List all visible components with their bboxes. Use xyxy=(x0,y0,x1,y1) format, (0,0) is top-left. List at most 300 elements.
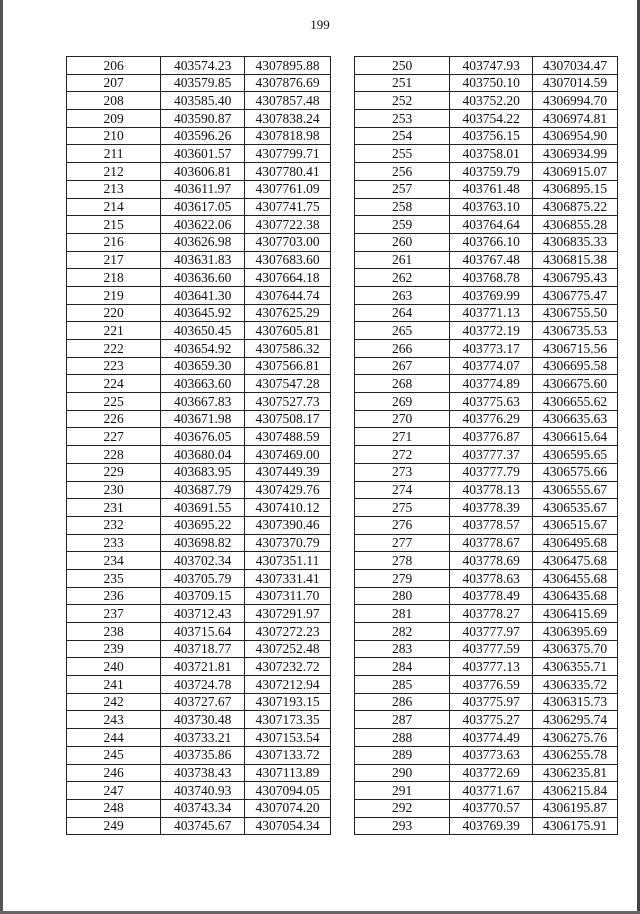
table-row xyxy=(355,534,618,552)
x-coordinate-cell: 403778.27 xyxy=(450,605,533,623)
table-row xyxy=(67,569,331,587)
point-number-cell: 224 xyxy=(67,375,161,393)
x-coordinate-cell: 403766.10 xyxy=(450,233,533,251)
table-row xyxy=(67,799,331,817)
point-number-cell: 262 xyxy=(355,269,450,287)
table-row xyxy=(67,163,331,181)
x-coordinate-cell: 403695.22 xyxy=(161,516,245,534)
table-row xyxy=(355,693,618,711)
y-coordinate-cell: 4307153.54 xyxy=(245,729,331,747)
y-coordinate-cell: 4307722.38 xyxy=(245,216,331,234)
point-number-cell: 207 xyxy=(67,74,161,92)
point-number-cell: 274 xyxy=(355,481,450,499)
y-coordinate-cell: 4307054.34 xyxy=(245,817,331,835)
page-edge-left xyxy=(0,0,3,914)
point-number-cell: 259 xyxy=(355,216,450,234)
point-number-cell: 206 xyxy=(67,57,161,75)
table-row xyxy=(355,163,618,181)
coordinates-table-right xyxy=(354,56,618,835)
y-coordinate-cell: 4306655.62 xyxy=(533,393,618,411)
y-coordinate-cell: 4306215.84 xyxy=(533,782,618,800)
y-coordinate-cell: 4306735.53 xyxy=(533,322,618,340)
table-row xyxy=(355,233,618,251)
coordinates-table-body xyxy=(355,57,618,835)
x-coordinate-cell: 403769.99 xyxy=(450,286,533,304)
table-row xyxy=(67,782,331,800)
x-coordinate-cell: 403730.48 xyxy=(161,711,245,729)
point-number-cell: 252 xyxy=(355,92,450,110)
table-row xyxy=(355,180,618,198)
point-number-cell: 240 xyxy=(67,658,161,676)
coordinates-table-left xyxy=(66,56,331,835)
point-number-cell: 254 xyxy=(355,127,450,145)
x-coordinate-cell: 403771.13 xyxy=(450,304,533,322)
x-coordinate-cell: 403733.21 xyxy=(161,729,245,747)
point-number-cell: 284 xyxy=(355,658,450,676)
table-row xyxy=(67,711,331,729)
point-number-cell: 280 xyxy=(355,587,450,605)
y-coordinate-cell: 4307625.29 xyxy=(245,304,331,322)
x-coordinate-cell: 403778.67 xyxy=(450,534,533,552)
x-coordinate-cell: 403606.81 xyxy=(161,163,245,181)
point-number-cell: 237 xyxy=(67,605,161,623)
y-coordinate-cell: 4307331.41 xyxy=(245,569,331,587)
x-coordinate-cell: 403754.22 xyxy=(450,110,533,128)
point-number-cell: 287 xyxy=(355,711,450,729)
x-coordinate-cell: 403738.43 xyxy=(161,764,245,782)
point-number-cell: 253 xyxy=(355,110,450,128)
x-coordinate-cell: 403778.49 xyxy=(450,587,533,605)
table-row xyxy=(355,623,618,641)
x-coordinate-cell: 403773.17 xyxy=(450,340,533,358)
point-number-cell: 226 xyxy=(67,410,161,428)
x-coordinate-cell: 403776.87 xyxy=(450,428,533,446)
table-row xyxy=(355,481,618,499)
table-row xyxy=(355,729,618,747)
y-coordinate-cell: 4306295.74 xyxy=(533,711,618,729)
table-row xyxy=(355,516,618,534)
x-coordinate-cell: 403641.30 xyxy=(161,286,245,304)
x-coordinate-cell: 403776.29 xyxy=(450,410,533,428)
y-coordinate-cell: 4307212.94 xyxy=(245,676,331,694)
point-number-cell: 218 xyxy=(67,269,161,287)
point-number-cell: 265 xyxy=(355,322,450,340)
point-number-cell: 277 xyxy=(355,534,450,552)
x-coordinate-cell: 403663.60 xyxy=(161,375,245,393)
table-row xyxy=(67,534,331,552)
y-coordinate-cell: 4307351.11 xyxy=(245,552,331,570)
x-coordinate-cell: 403715.64 xyxy=(161,623,245,641)
y-coordinate-cell: 4306755.50 xyxy=(533,304,618,322)
point-number-cell: 289 xyxy=(355,746,450,764)
table-row xyxy=(67,676,331,694)
table-row xyxy=(67,180,331,198)
table-row xyxy=(67,446,331,464)
x-coordinate-cell: 403773.63 xyxy=(450,746,533,764)
y-coordinate-cell: 4307818.98 xyxy=(245,127,331,145)
x-coordinate-cell: 403745.67 xyxy=(161,817,245,835)
table-row xyxy=(355,587,618,605)
y-coordinate-cell: 4307547.28 xyxy=(245,375,331,393)
x-coordinate-cell: 403772.69 xyxy=(450,764,533,782)
point-number-cell: 278 xyxy=(355,552,450,570)
y-coordinate-cell: 4306954.90 xyxy=(533,127,618,145)
point-number-cell: 291 xyxy=(355,782,450,800)
point-number-cell: 255 xyxy=(355,145,450,163)
point-number-cell: 270 xyxy=(355,410,450,428)
table-row xyxy=(355,127,618,145)
point-number-cell: 248 xyxy=(67,799,161,817)
x-coordinate-cell: 403758.01 xyxy=(450,145,533,163)
table-row xyxy=(67,57,331,75)
table-row xyxy=(355,57,618,75)
table-row xyxy=(355,357,618,375)
y-coordinate-cell: 4306515.67 xyxy=(533,516,618,534)
x-coordinate-cell: 403761.48 xyxy=(450,180,533,198)
x-coordinate-cell: 403771.67 xyxy=(450,782,533,800)
point-number-cell: 235 xyxy=(67,569,161,587)
y-coordinate-cell: 4307449.39 xyxy=(245,463,331,481)
table-row xyxy=(67,110,331,128)
table-row xyxy=(67,552,331,570)
x-coordinate-cell: 403676.05 xyxy=(161,428,245,446)
table-row xyxy=(355,74,618,92)
point-number-cell: 247 xyxy=(67,782,161,800)
point-number-cell: 271 xyxy=(355,428,450,446)
x-coordinate-cell: 403770.57 xyxy=(450,799,533,817)
table-row xyxy=(355,640,618,658)
point-number-cell: 263 xyxy=(355,286,450,304)
x-coordinate-cell: 403698.82 xyxy=(161,534,245,552)
y-coordinate-cell: 4306495.68 xyxy=(533,534,618,552)
point-number-cell: 219 xyxy=(67,286,161,304)
point-number-cell: 244 xyxy=(67,729,161,747)
y-coordinate-cell: 4307429.76 xyxy=(245,481,331,499)
table-row xyxy=(67,145,331,163)
y-coordinate-cell: 4306575.66 xyxy=(533,463,618,481)
y-coordinate-cell: 4307780.41 xyxy=(245,163,331,181)
table-row xyxy=(67,623,331,641)
point-number-cell: 232 xyxy=(67,516,161,534)
y-coordinate-cell: 4307094.05 xyxy=(245,782,331,800)
y-coordinate-cell: 4306974.81 xyxy=(533,110,618,128)
table-row xyxy=(355,711,618,729)
x-coordinate-cell: 403777.79 xyxy=(450,463,533,481)
y-coordinate-cell: 4306795.43 xyxy=(533,269,618,287)
point-number-cell: 273 xyxy=(355,463,450,481)
y-coordinate-cell: 4307605.81 xyxy=(245,322,331,340)
y-coordinate-cell: 4306355.71 xyxy=(533,658,618,676)
x-coordinate-cell: 403778.69 xyxy=(450,552,533,570)
y-coordinate-cell: 4307193.15 xyxy=(245,693,331,711)
y-coordinate-cell: 4307133.72 xyxy=(245,746,331,764)
point-number-cell: 210 xyxy=(67,127,161,145)
y-coordinate-cell: 4307664.18 xyxy=(245,269,331,287)
x-coordinate-cell: 403740.93 xyxy=(161,782,245,800)
table-row xyxy=(67,729,331,747)
y-coordinate-cell: 4306815.38 xyxy=(533,251,618,269)
table-row xyxy=(67,304,331,322)
table-row xyxy=(67,92,331,110)
point-number-cell: 215 xyxy=(67,216,161,234)
x-coordinate-cell: 403777.13 xyxy=(450,658,533,676)
y-coordinate-cell: 4307683.60 xyxy=(245,251,331,269)
x-coordinate-cell: 403622.06 xyxy=(161,216,245,234)
point-number-cell: 282 xyxy=(355,623,450,641)
x-coordinate-cell: 403778.57 xyxy=(450,516,533,534)
point-number-cell: 231 xyxy=(67,499,161,517)
point-number-cell: 234 xyxy=(67,552,161,570)
y-coordinate-cell: 4306415.69 xyxy=(533,605,618,623)
point-number-cell: 217 xyxy=(67,251,161,269)
y-coordinate-cell: 4306695.58 xyxy=(533,357,618,375)
table-row xyxy=(67,499,331,517)
table-row xyxy=(355,552,618,570)
table-row xyxy=(67,693,331,711)
y-coordinate-cell: 4307799.71 xyxy=(245,145,331,163)
y-coordinate-cell: 4307252.48 xyxy=(245,640,331,658)
x-coordinate-cell: 403774.49 xyxy=(450,729,533,747)
table-row xyxy=(67,516,331,534)
y-coordinate-cell: 4307232.72 xyxy=(245,658,331,676)
point-number-cell: 225 xyxy=(67,393,161,411)
point-number-cell: 276 xyxy=(355,516,450,534)
x-coordinate-cell: 403763.10 xyxy=(450,198,533,216)
point-number-cell: 238 xyxy=(67,623,161,641)
x-coordinate-cell: 403776.59 xyxy=(450,676,533,694)
y-coordinate-cell: 4306455.68 xyxy=(533,569,618,587)
point-number-cell: 211 xyxy=(67,145,161,163)
y-coordinate-cell: 4307410.12 xyxy=(245,499,331,517)
point-number-cell: 250 xyxy=(355,57,450,75)
y-coordinate-cell: 4306635.63 xyxy=(533,410,618,428)
x-coordinate-cell: 403659.30 xyxy=(161,357,245,375)
y-coordinate-cell: 4306715.56 xyxy=(533,340,618,358)
point-number-cell: 286 xyxy=(355,693,450,711)
y-coordinate-cell: 4307291.97 xyxy=(245,605,331,623)
x-coordinate-cell: 403767.48 xyxy=(450,251,533,269)
x-coordinate-cell: 403683.95 xyxy=(161,463,245,481)
x-coordinate-cell: 403590.87 xyxy=(161,110,245,128)
y-coordinate-cell: 4306535.67 xyxy=(533,499,618,517)
point-number-cell: 245 xyxy=(67,746,161,764)
point-number-cell: 293 xyxy=(355,817,450,835)
y-coordinate-cell: 4306195.87 xyxy=(533,799,618,817)
x-coordinate-cell: 403650.45 xyxy=(161,322,245,340)
table-row xyxy=(67,817,331,835)
x-coordinate-cell: 403721.81 xyxy=(161,658,245,676)
x-coordinate-cell: 403617.05 xyxy=(161,198,245,216)
point-number-cell: 209 xyxy=(67,110,161,128)
point-number-cell: 283 xyxy=(355,640,450,658)
y-coordinate-cell: 4306775.47 xyxy=(533,286,618,304)
table-row xyxy=(67,375,331,393)
table-row xyxy=(355,393,618,411)
y-coordinate-cell: 4307074.20 xyxy=(245,799,331,817)
point-number-cell: 220 xyxy=(67,304,161,322)
y-coordinate-cell: 4307488.59 xyxy=(245,428,331,446)
y-coordinate-cell: 4306235.81 xyxy=(533,764,618,782)
y-coordinate-cell: 4307566.81 xyxy=(245,357,331,375)
point-number-cell: 260 xyxy=(355,233,450,251)
x-coordinate-cell: 403747.93 xyxy=(450,57,533,75)
y-coordinate-cell: 4307741.75 xyxy=(245,198,331,216)
y-coordinate-cell: 4306275.76 xyxy=(533,729,618,747)
x-coordinate-cell: 403769.39 xyxy=(450,817,533,835)
y-coordinate-cell: 4306435.68 xyxy=(533,587,618,605)
table-row xyxy=(355,569,618,587)
point-number-cell: 292 xyxy=(355,799,450,817)
table-row xyxy=(355,463,618,481)
x-coordinate-cell: 403687.79 xyxy=(161,481,245,499)
table-row xyxy=(355,198,618,216)
table-row xyxy=(67,286,331,304)
y-coordinate-cell: 4306895.15 xyxy=(533,180,618,198)
point-number-cell: 214 xyxy=(67,198,161,216)
table-row xyxy=(67,233,331,251)
y-coordinate-cell: 4307644.74 xyxy=(245,286,331,304)
x-coordinate-cell: 403691.55 xyxy=(161,499,245,517)
table-row xyxy=(355,782,618,800)
table-row xyxy=(355,428,618,446)
table-row xyxy=(355,375,618,393)
point-number-cell: 288 xyxy=(355,729,450,747)
table-row xyxy=(355,764,618,782)
table-row xyxy=(355,216,618,234)
y-coordinate-cell: 4307390.46 xyxy=(245,516,331,534)
coordinates-table-body xyxy=(67,57,331,835)
y-coordinate-cell: 4307272.23 xyxy=(245,623,331,641)
point-number-cell: 269 xyxy=(355,393,450,411)
table-row xyxy=(355,269,618,287)
table-row xyxy=(67,216,331,234)
y-coordinate-cell: 4306315.73 xyxy=(533,693,618,711)
table-row xyxy=(67,74,331,92)
x-coordinate-cell: 403636.60 xyxy=(161,269,245,287)
x-coordinate-cell: 403774.07 xyxy=(450,357,533,375)
point-number-cell: 229 xyxy=(67,463,161,481)
point-number-cell: 208 xyxy=(67,92,161,110)
table-row xyxy=(355,746,618,764)
x-coordinate-cell: 403777.97 xyxy=(450,623,533,641)
y-coordinate-cell: 4306175.91 xyxy=(533,817,618,835)
y-coordinate-cell: 4307311.70 xyxy=(245,587,331,605)
y-coordinate-cell: 4307469.00 xyxy=(245,446,331,464)
y-coordinate-cell: 4307508.17 xyxy=(245,410,331,428)
point-number-cell: 243 xyxy=(67,711,161,729)
table-row xyxy=(355,110,618,128)
point-number-cell: 249 xyxy=(67,817,161,835)
y-coordinate-cell: 4306595.65 xyxy=(533,446,618,464)
point-number-cell: 228 xyxy=(67,446,161,464)
y-coordinate-cell: 4306835.33 xyxy=(533,233,618,251)
table-row xyxy=(355,658,618,676)
x-coordinate-cell: 403671.98 xyxy=(161,410,245,428)
x-coordinate-cell: 403777.59 xyxy=(450,640,533,658)
table-row xyxy=(67,640,331,658)
y-coordinate-cell: 4306335.72 xyxy=(533,676,618,694)
table-row xyxy=(67,746,331,764)
y-coordinate-cell: 4306375.70 xyxy=(533,640,618,658)
table-row xyxy=(355,410,618,428)
x-coordinate-cell: 403626.98 xyxy=(161,233,245,251)
x-coordinate-cell: 403709.15 xyxy=(161,587,245,605)
y-coordinate-cell: 4307586.32 xyxy=(245,340,331,358)
y-coordinate-cell: 4306994.70 xyxy=(533,92,618,110)
y-coordinate-cell: 4307761.09 xyxy=(245,180,331,198)
page-number: 199 xyxy=(310,17,330,32)
point-number-cell: 216 xyxy=(67,233,161,251)
point-number-cell: 279 xyxy=(355,569,450,587)
point-number-cell: 261 xyxy=(355,251,450,269)
table-row xyxy=(355,605,618,623)
point-number-cell: 251 xyxy=(355,74,450,92)
x-coordinate-cell: 403735.86 xyxy=(161,746,245,764)
point-number-cell: 268 xyxy=(355,375,450,393)
x-coordinate-cell: 403654.92 xyxy=(161,340,245,358)
x-coordinate-cell: 403778.63 xyxy=(450,569,533,587)
x-coordinate-cell: 403718.77 xyxy=(161,640,245,658)
x-coordinate-cell: 403743.34 xyxy=(161,799,245,817)
y-coordinate-cell: 4307876.69 xyxy=(245,74,331,92)
x-coordinate-cell: 403611.97 xyxy=(161,180,245,198)
point-number-cell: 266 xyxy=(355,340,450,358)
table-row xyxy=(355,286,618,304)
y-coordinate-cell: 4306915.07 xyxy=(533,163,618,181)
point-number-cell: 233 xyxy=(67,534,161,552)
table-row xyxy=(67,605,331,623)
table-row xyxy=(67,658,331,676)
point-number-cell: 285 xyxy=(355,676,450,694)
point-number-cell: 281 xyxy=(355,605,450,623)
table-row xyxy=(355,446,618,464)
point-number-cell: 258 xyxy=(355,198,450,216)
point-number-cell: 246 xyxy=(67,764,161,782)
x-coordinate-cell: 403702.34 xyxy=(161,552,245,570)
y-coordinate-cell: 4307857.48 xyxy=(245,92,331,110)
x-coordinate-cell: 403645.92 xyxy=(161,304,245,322)
table-row xyxy=(355,251,618,269)
table-row xyxy=(67,198,331,216)
x-coordinate-cell: 403579.85 xyxy=(161,74,245,92)
point-number-cell: 290 xyxy=(355,764,450,782)
x-coordinate-cell: 403778.39 xyxy=(450,499,533,517)
table-row xyxy=(67,340,331,358)
y-coordinate-cell: 4307703.00 xyxy=(245,233,331,251)
x-coordinate-cell: 403724.78 xyxy=(161,676,245,694)
y-coordinate-cell: 4306875.22 xyxy=(533,198,618,216)
y-coordinate-cell: 4307527.73 xyxy=(245,393,331,411)
point-number-cell: 264 xyxy=(355,304,450,322)
table-row xyxy=(355,304,618,322)
x-coordinate-cell: 403601.57 xyxy=(161,145,245,163)
table-row xyxy=(67,410,331,428)
point-number-cell: 222 xyxy=(67,340,161,358)
point-number-cell: 275 xyxy=(355,499,450,517)
table-row xyxy=(67,393,331,411)
x-coordinate-cell: 403777.37 xyxy=(450,446,533,464)
table-row xyxy=(355,676,618,694)
y-coordinate-cell: 4306855.28 xyxy=(533,216,618,234)
table-row xyxy=(355,322,618,340)
point-number-cell: 267 xyxy=(355,357,450,375)
point-number-cell: 213 xyxy=(67,180,161,198)
table-row xyxy=(67,764,331,782)
y-coordinate-cell: 4306255.78 xyxy=(533,746,618,764)
x-coordinate-cell: 403631.83 xyxy=(161,251,245,269)
y-coordinate-cell: 4307173.35 xyxy=(245,711,331,729)
point-number-cell: 272 xyxy=(355,446,450,464)
